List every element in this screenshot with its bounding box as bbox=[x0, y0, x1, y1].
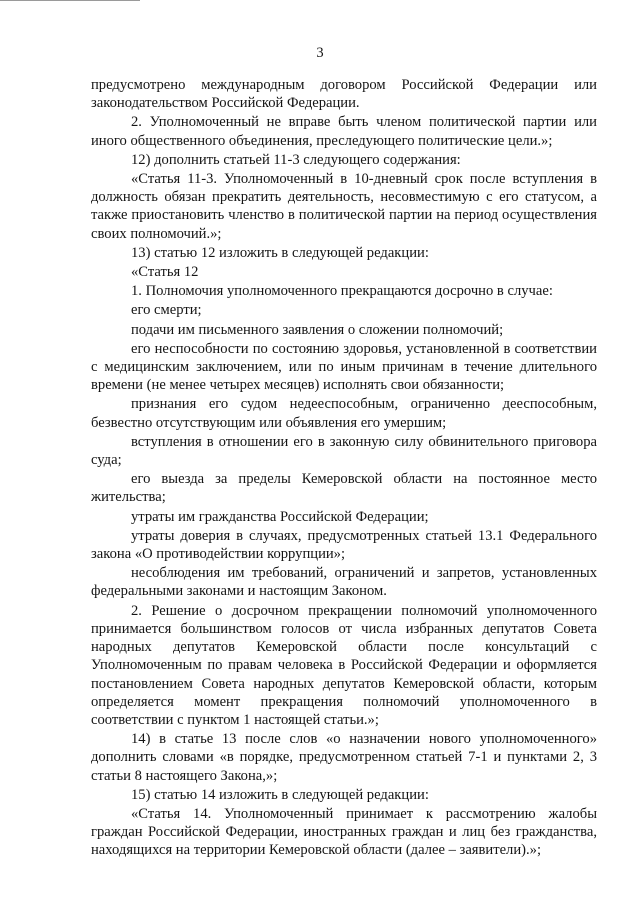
paragraph-item-15: 15) статью 14 изложить в следующей редакции: bbox=[131, 786, 429, 803]
paragraph-article-12-point-2: 2. Решение о досрочном прекращении полномочий уполномоченного принимается большинством голосов от числа избранных депутатов Совета народных депутатов Кемеровской области после консультаций с Уполномоченным по правам человека в Российской Федерации и оформляется постановлением Совета народных депутатов Кемеровской области, которым определяется момент прекращения полномочий уполномоченного в соответствии с пунктом 1 настоящей статьи.»; bbox=[91, 602, 597, 728]
paragraph-item-12: 12) дополнить статьей 11-3 следующего содержания: bbox=[131, 151, 461, 168]
document-body bbox=[91, 76, 597, 860]
paragraph-article-12-point-1: 1. Полномочия уполномоченного прекращаются досрочно в случае: bbox=[131, 283, 553, 300]
list-item-citizenship: утраты им гражданства Российской Федерации; bbox=[131, 508, 429, 525]
article-12-heading: «Статья 12 bbox=[131, 264, 199, 281]
list-item-health: его неспособности по состоянию здоровья, установленной в соответствии с медицинским заключением, или по иным причинам в течение длительного времени (не менее четырех месяцев) исполнять свои обязанности; bbox=[91, 340, 597, 394]
list-item-incapacity: признания его судом недееспособным, ограниченно дееспособным, безвестно отсутствующим или объявления его умершим; bbox=[91, 396, 597, 431]
list-item-noncompliance: несоблюдения им требований, ограничений и запретов, установленных федеральными законами и настоящим Законом. bbox=[91, 565, 597, 600]
paragraph-continuation: предусмотрено международным договором Российской Федерации или законодательством Российской Федерации. bbox=[91, 77, 597, 112]
paragraph-article-11-3: «Статья 11-3. Уполномоченный в 10-дневный срок после вступления в должность обязан прекратить деятельность, несовместимую с его статусом, а также приостановить членство в политической партии на период осуществления своих полномочий.»; bbox=[91, 171, 597, 242]
list-item-resignation: подачи им письменного заявления о сложении полномочий; bbox=[131, 321, 504, 338]
list-item-conviction: вступления в отношении его в законную силу обвинительного приговора суда; bbox=[91, 433, 597, 469]
list-item-loss-of-trust: утраты доверия в случаях, предусмотренных статьей 13.1 Федерального закона «О противодействии коррупции»; bbox=[91, 527, 597, 563]
top-border-line bbox=[0, 0, 140, 1]
page-number: 3 bbox=[316, 45, 324, 61]
list-item-death: его смерти; bbox=[131, 302, 202, 319]
paragraph-item-14: 14) в статье 13 после слов «о назначении нового уполномоченного» дополнить словами «в порядке, предусмотренном статьей 7-1 и пунктами 2, 3 статьи 8 настоящего Закона,»; bbox=[91, 731, 597, 784]
paragraph-party-membership: 2. Уполномоченный не вправе быть членом политической партии или иного общественного объединения, преследующего политические цели.»; bbox=[91, 114, 597, 149]
paragraph-item-13: 13) статью 12 изложить в следующей редакции: bbox=[131, 244, 429, 261]
list-item-departure: его выезда за пределы Кемеровской области на постоянное место жительства; bbox=[91, 471, 597, 506]
paragraph-article-14: «Статья 14. Уполномоченный принимает к рассмотрению жалобы граждан Российской Федерации, иностранных граждан и лиц без гражданства, находящихся на территории Кемеровской области (далее – заявители).»; bbox=[91, 805, 597, 859]
